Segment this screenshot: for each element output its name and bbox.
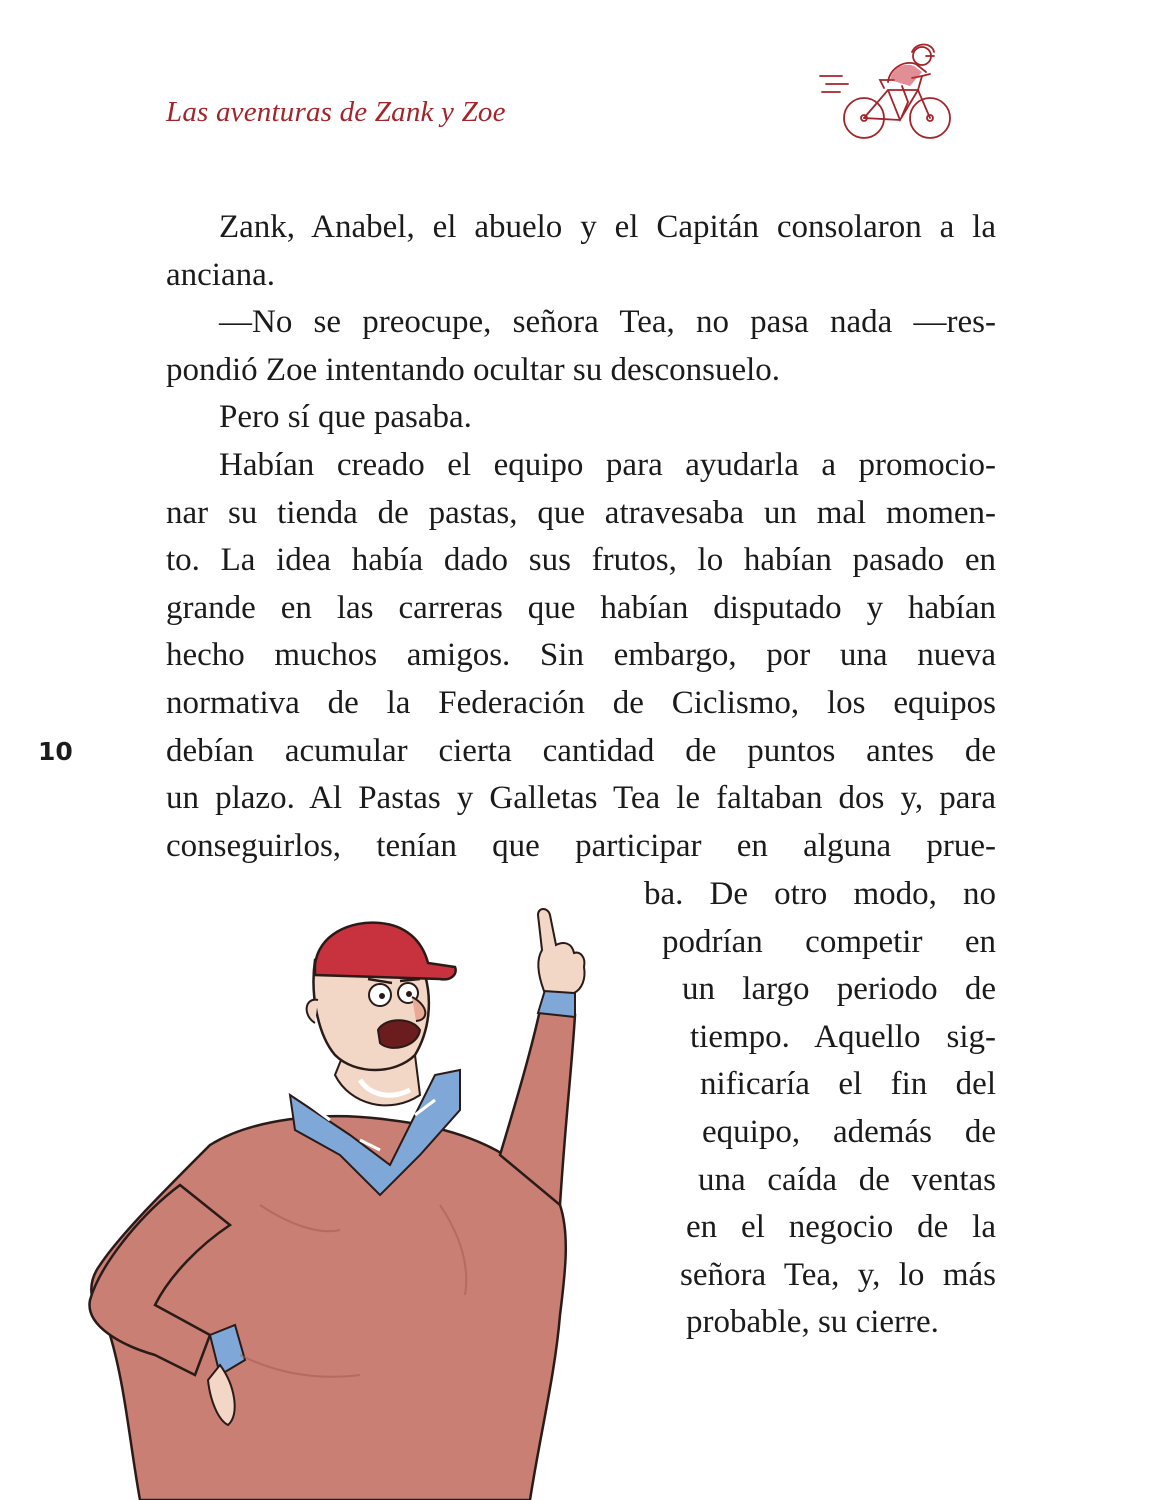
body-line: to. La idea había dado sus frutos, lo habían pasado en	[166, 542, 996, 579]
body-text	[166, 204, 996, 870]
body-line: señora Tea, y, lo más	[680, 1256, 996, 1293]
body-line: probable, su cierre.	[686, 1304, 939, 1341]
body-line: una caída de ventas	[698, 1161, 996, 1198]
body-line: podrían competir en	[662, 923, 996, 960]
red-cap	[315, 923, 456, 980]
body-line: Habían creado el equipo para ayudarla a promocio-	[219, 446, 996, 483]
cyclist-icon	[818, 40, 952, 144]
body-line: conseguirlos, tenían que participar en alguna prue-	[166, 827, 996, 864]
body-line: un largo periodo de	[682, 971, 996, 1008]
body-line: grande en las carreras que habían disputado y habían	[166, 589, 996, 626]
man-pointing-illustration	[60, 905, 620, 1500]
body-line: normativa de la Federación de Ciclismo, los equipos	[166, 684, 996, 721]
body-line: un plazo. Al Pastas y Galletas Tea le faltaban dos y, para	[166, 780, 996, 817]
body-line: tiempo. Aquello sig-	[690, 1018, 996, 1055]
body-line: nificaría el fin del	[700, 1066, 996, 1103]
body-line: debían acumular cierta cantidad de puntos antes de	[166, 732, 996, 769]
body-line: en el negocio de la	[686, 1209, 996, 1246]
pointing-hand	[538, 909, 585, 993]
body-line: ba. De otro modo, no	[644, 876, 996, 912]
body-line: pondió Zoe intentando ocultar su desconsuelo.	[166, 351, 781, 388]
body-line: hecho muchos amigos. Sin embargo, por una nueva	[166, 637, 996, 674]
body-line: anciana.	[166, 256, 276, 293]
body-line: Pero sí que pasaba.	[219, 399, 472, 436]
wrapped-text	[636, 871, 996, 1347]
body-line: equipo, además de	[702, 1113, 996, 1150]
body-line: nar su tienda de pastas, que atravesaba un mal momen-	[166, 494, 996, 531]
page-number: 10	[38, 737, 73, 766]
body-line: —No se preocupe, señora Tea, no pasa nada —res-	[219, 304, 996, 341]
running-title: Las aventuras de Zank y Zoe	[166, 96, 506, 128]
body-line: Zank, Anabel, el abuelo y el Capitán consolaron a la	[219, 209, 996, 245]
